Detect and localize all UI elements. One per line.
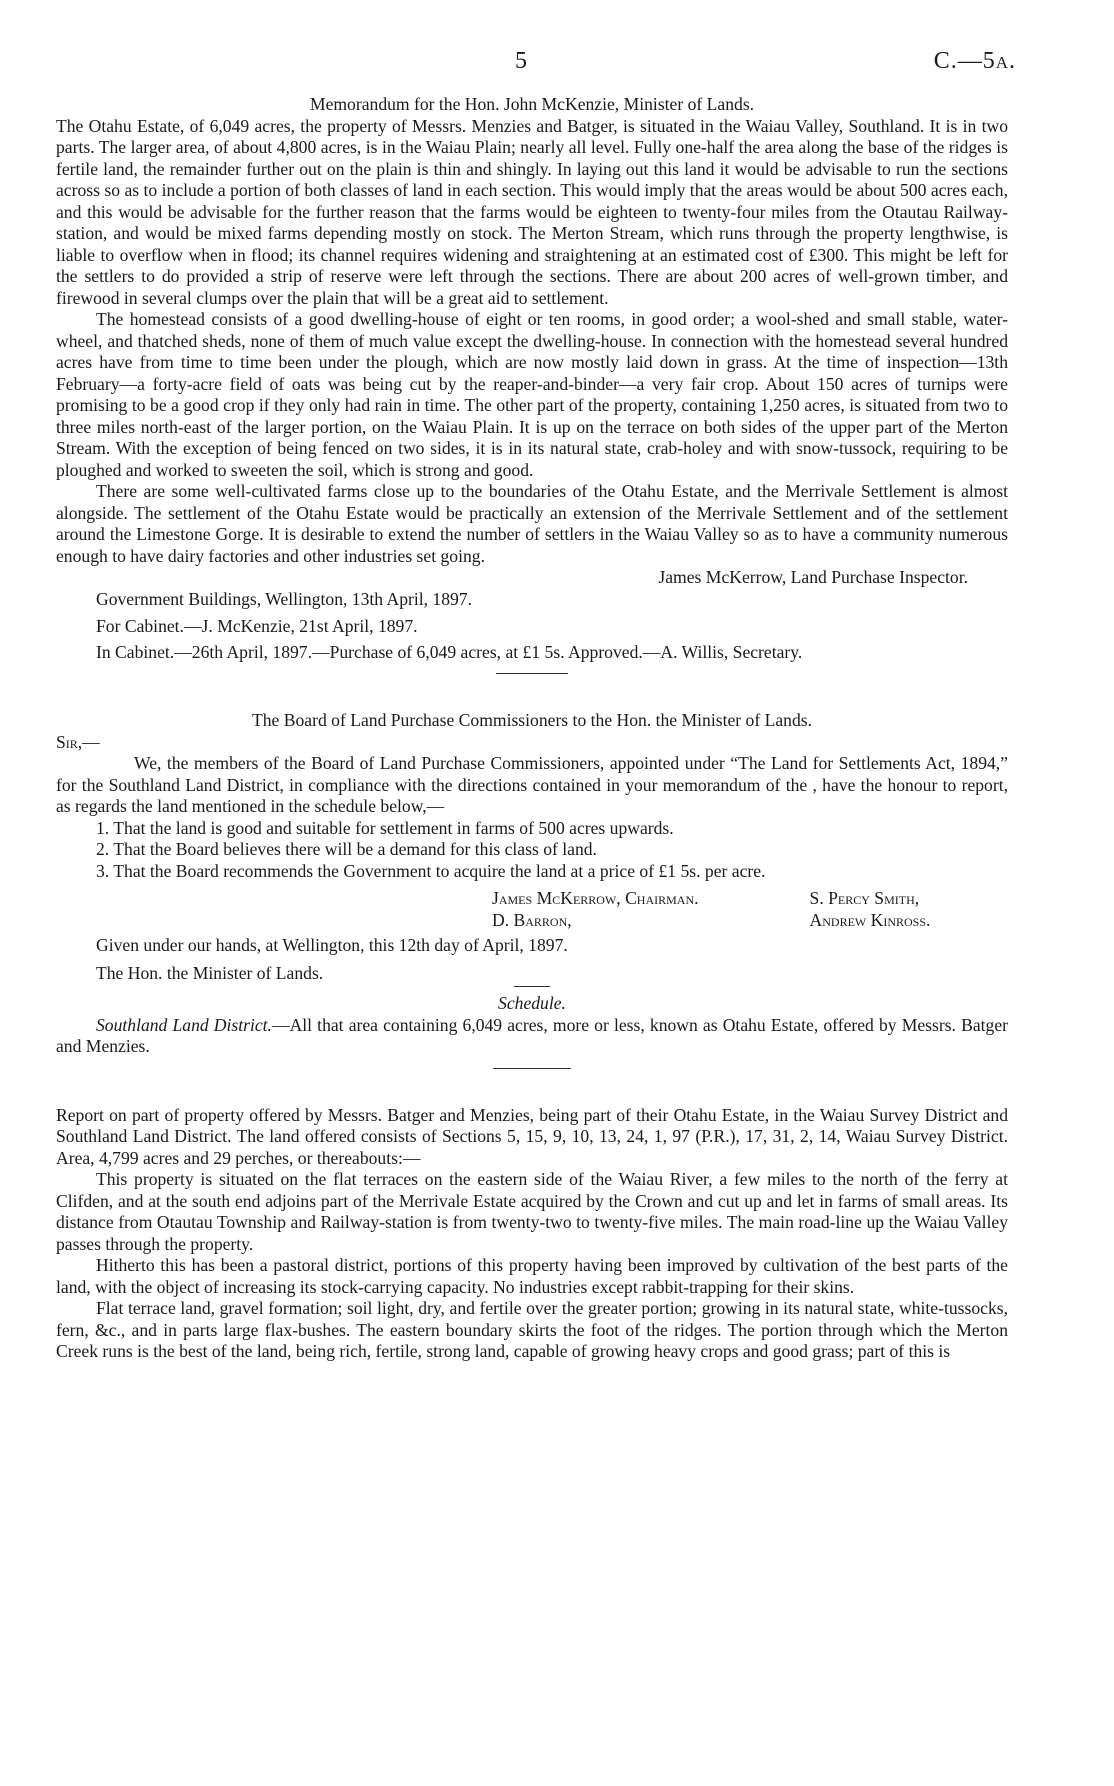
document-body — [56, 94, 1008, 1363]
memo-signature: James McKerrow, Land Purchase Inspector. — [658, 567, 968, 587]
memo-paragraph-2: The homestead consists of a good dwelling-house of eight or ten rooms, in good order; a wool-shed and small stable, water-wheel, and thatched sheds, none of them of much value except the dwelling-house. In connection with the homestead several hundred acres have from time to time been under the plough, which are now mostly laid down in grass. At the time of inspection—13th February—a forty-acre field of oats was being cut by the reaper-and-binder—a very fair crop. About 150 acres of turnips were promising to be a good crop if they only had rain in time. The other part of the property, containing 1,250 acres, is situated from two to three miles north-east of the larger portion, on the Waiau Plain. It is up on the terrace on both sides of the upper part of the Merton Stream. With the exception of being fenced on two sides, it is in its natural state, crab-holey and with snow-tussock, requiring to be ploughed and worked to sweeten the soil, which is strong and good. — [56, 309, 1008, 480]
report-paragraph-2: Hitherto this has been a pastoral district, portions of this property having been improved by cultivation of the best parts of the land, with the object of increasing its stock-carrying capacity. No industries except rabbit-trapping for their skins. — [56, 1255, 1008, 1297]
schedule-divider — [514, 986, 550, 987]
section-divider — [493, 1068, 571, 1069]
board-salutation: Sir,— — [56, 731, 100, 752]
memo-for-cabinet: For Cabinet.—J. McKenzie, 21st April, 1897. — [96, 616, 418, 636]
board-given: Given under our hands, at Wellington, this 12th day of April, 1897. — [96, 935, 568, 955]
schedule-body: —All that area containing 6,049 acres, more or less, known as Otahu Estate, offered by Messrs. Batger and Menzies. — [56, 1014, 1008, 1056]
board-item-1: 1. That the land is good and suitable for settlement in farms of 500 acres upwards. — [96, 817, 674, 838]
signatory: James McKerrow, Chairman. — [492, 888, 699, 908]
board-item-3: 3. That the Board recommends the Government to acquire the land at a price of £1 5s. per acre. — [96, 860, 766, 881]
memo-in-cabinet: In Cabinet.—26th April, 1897.—Purchase of 6,049 acres, at £1 5s. Approved.—A. Willis, Secretary. — [96, 641, 803, 662]
section-divider — [496, 673, 568, 674]
schedule-title: Schedule. — [498, 993, 566, 1013]
report-intro: Report on part of property offered by Messrs. Batger and Menzies, being part of their Otahu Estate, in the Waiau Survey District and Southland Land District. The land offered consists of Sections 5, 15, 9, 10, 13, 24, 1, 97 (P.R.), 17, 31, 2, 14, Waiau Survey District. Area, 4,799 acres and 29 perches, or thereabouts:— — [56, 1104, 1008, 1168]
memo-place-date: Government Buildings, Wellington, 13th April, 1897. — [96, 588, 473, 609]
page-number: 5 — [515, 48, 527, 74]
signatories-column-2 — [810, 888, 1008, 931]
memo-heading: Memorandum for the Hon. John McKenzie, Minister of Lands. — [309, 94, 755, 114]
board-item-2: 2. That the Board believes there will be a demand for this class of land. — [96, 839, 597, 859]
page-reference: C.—5a. — [933, 48, 1016, 74]
report-paragraph-1: This property is situated on the flat terraces on the eastern side of the Waiau River, a few miles to the north of the ferry at Clifden, and at the south end adjoins part of the Merrivale Estate acquired by the Crown and cut up and let in farms of small areas. Its distance from Otautau Township and Railway-station is from twenty-two to twenty-five miles. The main road-line up the Waiau Valley passes through the property. — [56, 1169, 1008, 1254]
signatories-column-1 — [492, 888, 810, 931]
schedule-label: Southland Land District. — [96, 1014, 272, 1035]
page-header — [0, 48, 1114, 78]
board-signatories — [56, 888, 1008, 931]
signatory: S. Percy Smith, — [809, 888, 920, 908]
signatory: Andrew Kinross. — [809, 909, 931, 930]
board-addressee: The Hon. the Minister of Lands. — [96, 962, 324, 983]
memo-paragraph-3: There are some well-cultivated farms close up to the boundaries of the Otahu Estate, and the Merrivale Settlement is almost alongside. The settlement of the Otahu Estate would be practically an extension of the Merrivale Settlement and of the settlement around the Limestone Gorge. It is desirable to extend the number of settlers in the Waiau Valley so as to have a community numerous enough to have dairy factories and other industries set going. — [56, 481, 1008, 566]
memo-paragraph-1: The Otahu Estate, of 6,049 acres, the property of Messrs. Menzies and Batger, is situated in the Waiau Valley, Southland. It is in two parts. The larger area, of about 4,800 acres, is in the Waiau Plain; nearly all level. Fully one-half the area along the base of the ridges is fertile land, the remainder further out on the plain is thin and shingly. In laying out this land it would be advisable to run the sections across so as to include a portion of both classes of land in each section. This would imply that the areas would be about 500 acres each, and this would be advisable for the further reason that the farms would be eighteen to twenty-four miles from the Otautau Railway-station, and would be mixed farms depending mostly on stock. The Merton Stream, which runs through the property lengthwise, is liable to overflow when in flood; its channel requires widening and straightening at an estimated cost of £300. This might be left for the settlers to do provided a strip of reserve were left through the sections. There are about 200 acres of well-grown timber, and firewood in several clumps over the plain that will be a great aid to settlement. — [56, 115, 1008, 308]
board-heading: The Board of Land Purchase Commissioners to the Hon. the Minister of Lands. — [252, 710, 812, 730]
signatory: D. Barron, — [492, 909, 572, 930]
schedule-text — [56, 1015, 1008, 1058]
board-intro: We, the members of the Board of Land Purchase Commissioners, appointed under “The Land for Settlements Act, 1894,” for the Southland Land District, in compliance with the directions contained in your memorandum of the , have the honour to report, as regards the land mentioned in the schedule below,— — [56, 753, 1008, 816]
report-paragraph-3: Flat terrace land, gravel formation; soil light, dry, and fertile over the greater portion; growing in its natural state, white-tussocks, fern, &c., and in parts large flax-bushes. The eastern boundary skirts the foot of the ridges. The portion through which the Merton Creek runs is the best of the land, being rich, fertile, strong land, capable of growing heavy crops and good grass; part of this is — [56, 1298, 1008, 1361]
